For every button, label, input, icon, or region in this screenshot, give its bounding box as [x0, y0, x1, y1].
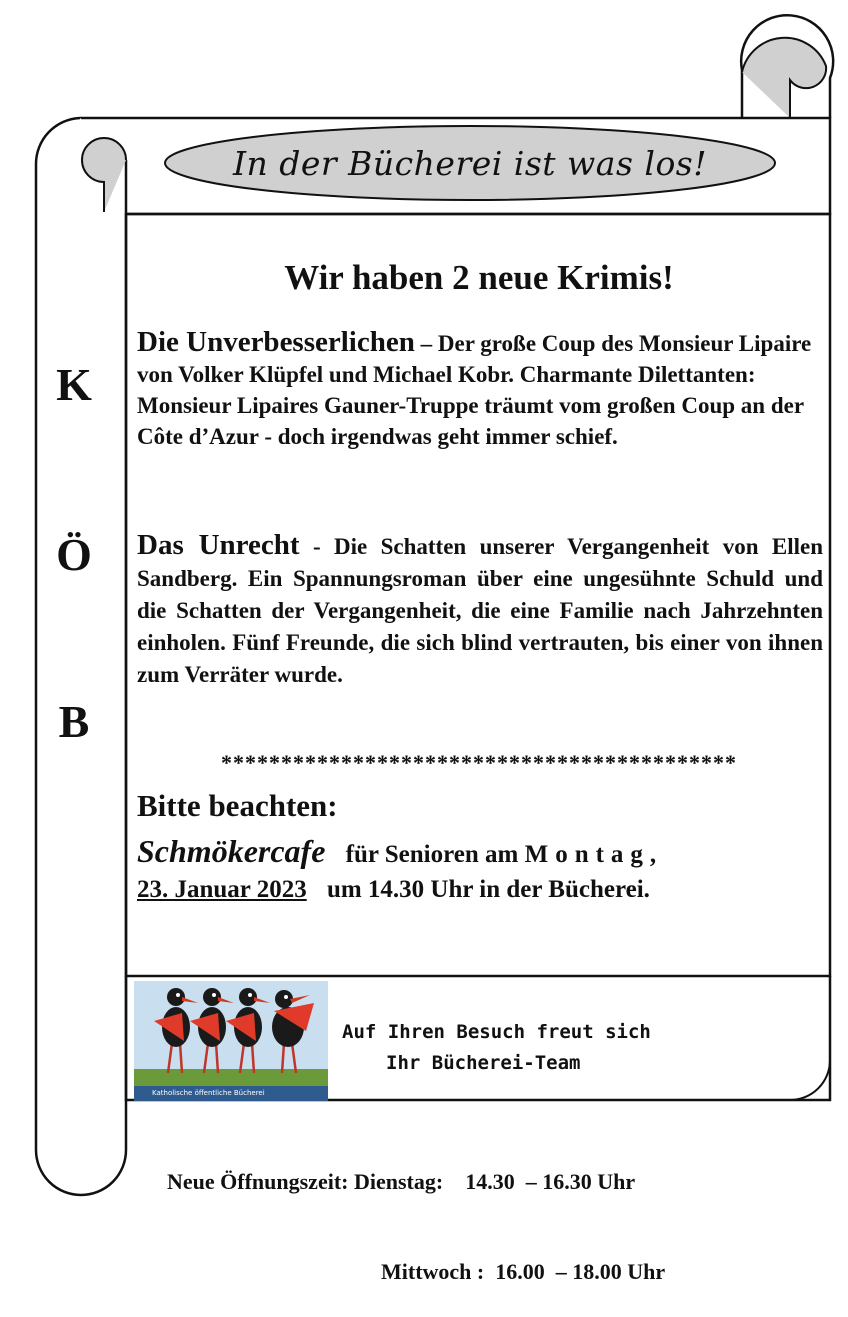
greeting-line1: Auf Ihren Besuch freut sich — [342, 1021, 651, 1043]
banner-title: In der Bücherei ist was los! — [232, 143, 708, 183]
event-weekday: Montag, — [524, 841, 664, 868]
book-title: Das Unrecht — [137, 529, 300, 561]
hours-day2: Mittwoch : — [381, 1259, 485, 1284]
greeting — [342, 1017, 651, 1079]
side-letter-oe: Ö — [56, 529, 92, 580]
book-description: – Der große Coup des Monsieur Lipaire von Volker Klüpfel und Michael Kobr. Charmante Dilettanten: Monsieur Lipaires Gauner-Truppe träumt vom großen Coup an der Côte d’Azur - doch irgendwas geht immer schief. — [137, 331, 812, 449]
hours-label: Neue Öffnungszeit: — [167, 1169, 349, 1194]
logo-caption: Katholische öffentliche Bücherei — [134, 1086, 328, 1101]
book-entry — [137, 327, 823, 452]
event-date: 23. Januar 2023 — [137, 876, 307, 903]
birds-icon — [134, 981, 328, 1086]
book-entry — [137, 529, 823, 691]
notice-event-line — [137, 833, 663, 870]
event-time: um 14.30 Uhr in der Bücherei. — [326, 876, 650, 903]
side-letter-k: K — [56, 359, 92, 410]
star-divider: ******************************************* — [221, 750, 737, 775]
headline: Wir haben 2 neue Krimis! — [284, 258, 674, 297]
notice-heading: Bitte beachten: — [137, 788, 338, 823]
book-title: Die Unverbesserlichen — [137, 326, 415, 358]
greeting-line2: Ihr Bücherei-Team — [386, 1052, 581, 1074]
hours-day1: Dienstag: — [353, 1169, 444, 1194]
opening-hours — [167, 1107, 665, 1317]
hours-time2: 16.00 – 18.00 Uhr — [495, 1259, 666, 1284]
event-text: für Senioren am — [345, 841, 519, 868]
library-logo — [134, 981, 328, 1101]
side-letter-b: B — [58, 696, 90, 747]
hours-time1: 14.30 – 16.30 Uhr — [465, 1169, 636, 1194]
book-description: - Die Schatten unserer Vergangenheit von Ellen Sandberg. Ein Spannungsroman über eine ungesühnte Schuld und die Schatten der Vergangenheit, die eine Familie nach Jahrzehnten einholen. Fünf Freunde, die sich blind vertrauten, bis einer von ihnen zum Verräter wurde. — [137, 534, 823, 687]
notice-date-line — [137, 876, 650, 904]
event-name: Schmökercafe — [137, 833, 326, 869]
